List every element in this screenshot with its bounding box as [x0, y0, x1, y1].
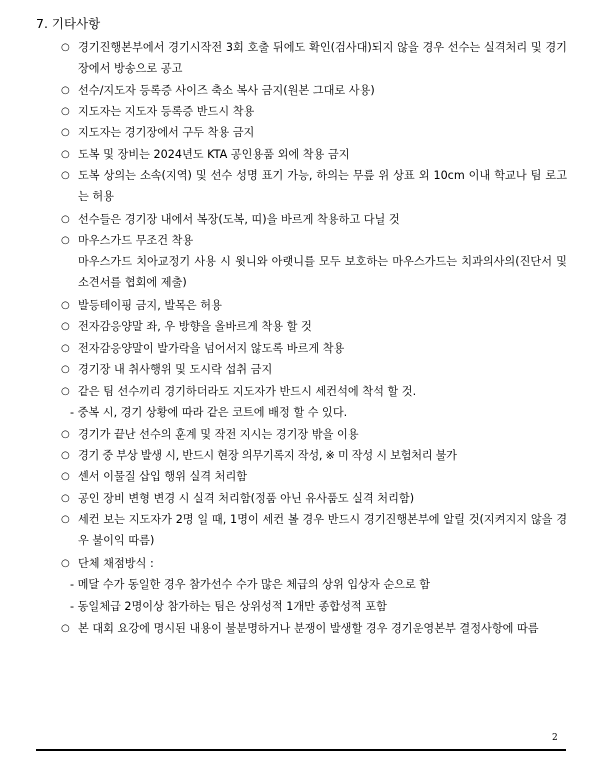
bullet-icon: ○: [61, 343, 70, 354]
bullet-icon: ○: [61, 170, 70, 181]
bullet-icon: ○: [61, 514, 70, 525]
bullet-icon: ○: [61, 364, 70, 375]
list-item: [61, 424, 567, 445]
list-item: [61, 509, 567, 551]
list-item-text: 선수/지도자 등록증 사이즈 축소 복사 금지(원본 그대로 사용): [78, 84, 375, 97]
bullet-icon: ○: [61, 450, 70, 461]
list-item-text: 지도자는 경기장에서 구두 착용 금지: [78, 126, 255, 139]
list-item: [61, 359, 567, 380]
bullet-icon: ○: [61, 149, 70, 160]
sub-item: - 메달 수가 동일한 경우 참가선수 수가 많은 체급의 상위 입상자 순으로 함: [70, 578, 431, 591]
list-item-text: 선수들은 경기장 내에서 복장(도복, 띠)을 바르게 착용하고 다닐 것: [78, 213, 400, 226]
bullet-icon: ○: [61, 106, 70, 117]
bullet-icon: ○: [61, 471, 70, 482]
list-item: [61, 381, 567, 402]
list-item: [61, 209, 567, 230]
section-title: 7. 기타사항: [36, 16, 101, 31]
list-item: [61, 488, 567, 509]
list-item-text: 마우스가드 무조건 착용 마우스가드 치아교정기 사용 시 윗니와 아랫니를 모두 보호하는 마우스가드는 치과의사의(진단서 및 소견서를 협회에 제출): [78, 234, 567, 289]
list-item: [61, 466, 567, 487]
list-item: [61, 144, 567, 165]
list-item-text: 도복 상의는 소속(지역) 및 선수 성명 표기 가능, 하의는 무릎 위 상표 외 10cm 이내 학교나 팀 로고는 허용: [78, 169, 567, 203]
bullet-icon: ○: [61, 386, 70, 397]
list-item-text: 전자감응양말이 발가락을 넘어서지 않도록 바르게 착용: [78, 342, 345, 355]
list-item: [61, 101, 567, 122]
list-item-text: 경기가 끝난 선수의 훈계 및 작전 지시는 경기장 밖을 이용: [78, 428, 359, 441]
list-item: [61, 445, 567, 466]
sub-item: - 동일체급 2명이상 참가하는 팀은 상위성적 1개만 종합성적 포함: [70, 600, 387, 613]
list-item: [61, 553, 567, 574]
list-item-text: 공인 장비 변형 변경 시 실격 처리함(정품 아닌 유사품도 실격 처리함): [78, 492, 415, 505]
footer-rule: [36, 749, 566, 751]
list-item-text: 지도자는 지도자 등록증 반드시 착용: [78, 105, 255, 118]
list-item-text: 전자감응양말 좌, 우 방향을 올바르게 착용 할 것: [78, 320, 312, 333]
list-item: [61, 122, 567, 143]
list-item-text: 같은 팀 선수끼리 경기하더라도 지도자가 반드시 세컨석에 착석 할 것.: [78, 385, 417, 398]
bullet-icon: ○: [61, 429, 70, 440]
list-item-text: 경기진행본부에서 경기시작전 3회 호출 뒤에도 확인(검사대)되지 않을 경우 선수는 실격처리 및 경기장에서 방송으로 공고: [78, 41, 567, 75]
list-item-text: 발등테이핑 금지, 발목은 허용: [78, 299, 222, 312]
bullet-icon: ○: [61, 623, 70, 634]
bullet-icon: ○: [61, 214, 70, 225]
bullet-icon: ○: [61, 558, 70, 569]
bullet-icon: ○: [61, 235, 70, 246]
list-item-text: 경기장 내 취사행위 및 도시락 섭취 금지: [78, 363, 273, 376]
sub-item: - 중복 시, 경기 상황에 따라 같은 코트에 배정 할 수 있다.: [70, 406, 348, 419]
bullet-icon: ○: [61, 127, 70, 138]
list-item: [61, 230, 567, 293]
list-item: [61, 316, 567, 337]
bullet-icon: ○: [61, 85, 70, 96]
bullet-icon: ○: [61, 493, 70, 504]
bullet-icon: ○: [61, 42, 70, 53]
list-item: [61, 165, 567, 207]
bullet-icon: ○: [61, 321, 70, 332]
bullet-icon: ○: [61, 300, 70, 311]
page-number: 2: [552, 733, 558, 743]
list-item-text: 도복 및 장비는 2024년도 KTA 공인용품 외에 착용 금지: [78, 148, 350, 161]
list-item: [61, 338, 567, 359]
list-item-text: 세컨 보는 지도자가 2명 일 때, 1명이 세컨 볼 경우 반드시 경기진행본부에 알릴 것(지켜지지 않을 경우 불이익 따름): [78, 513, 567, 547]
list-item-text: 센서 이물질 삽입 행위 실격 처리함: [78, 470, 248, 483]
list-item-text: 단체 채점방식 :: [78, 557, 154, 570]
list-item: [61, 618, 567, 639]
list-item: [61, 80, 567, 101]
list-item-text: 경기 중 부상 발생 시, 반드시 현장 의무기록지 작성, ※ 미 작성 시 보험처리 불가: [78, 449, 457, 462]
list-item-text: 본 대회 요강에 명시된 내용이 불분명하거나 분쟁이 발생할 경우 경기운영본부 결정사항에 따름: [78, 622, 539, 635]
list-item: [61, 37, 567, 79]
list-item: [61, 295, 567, 316]
